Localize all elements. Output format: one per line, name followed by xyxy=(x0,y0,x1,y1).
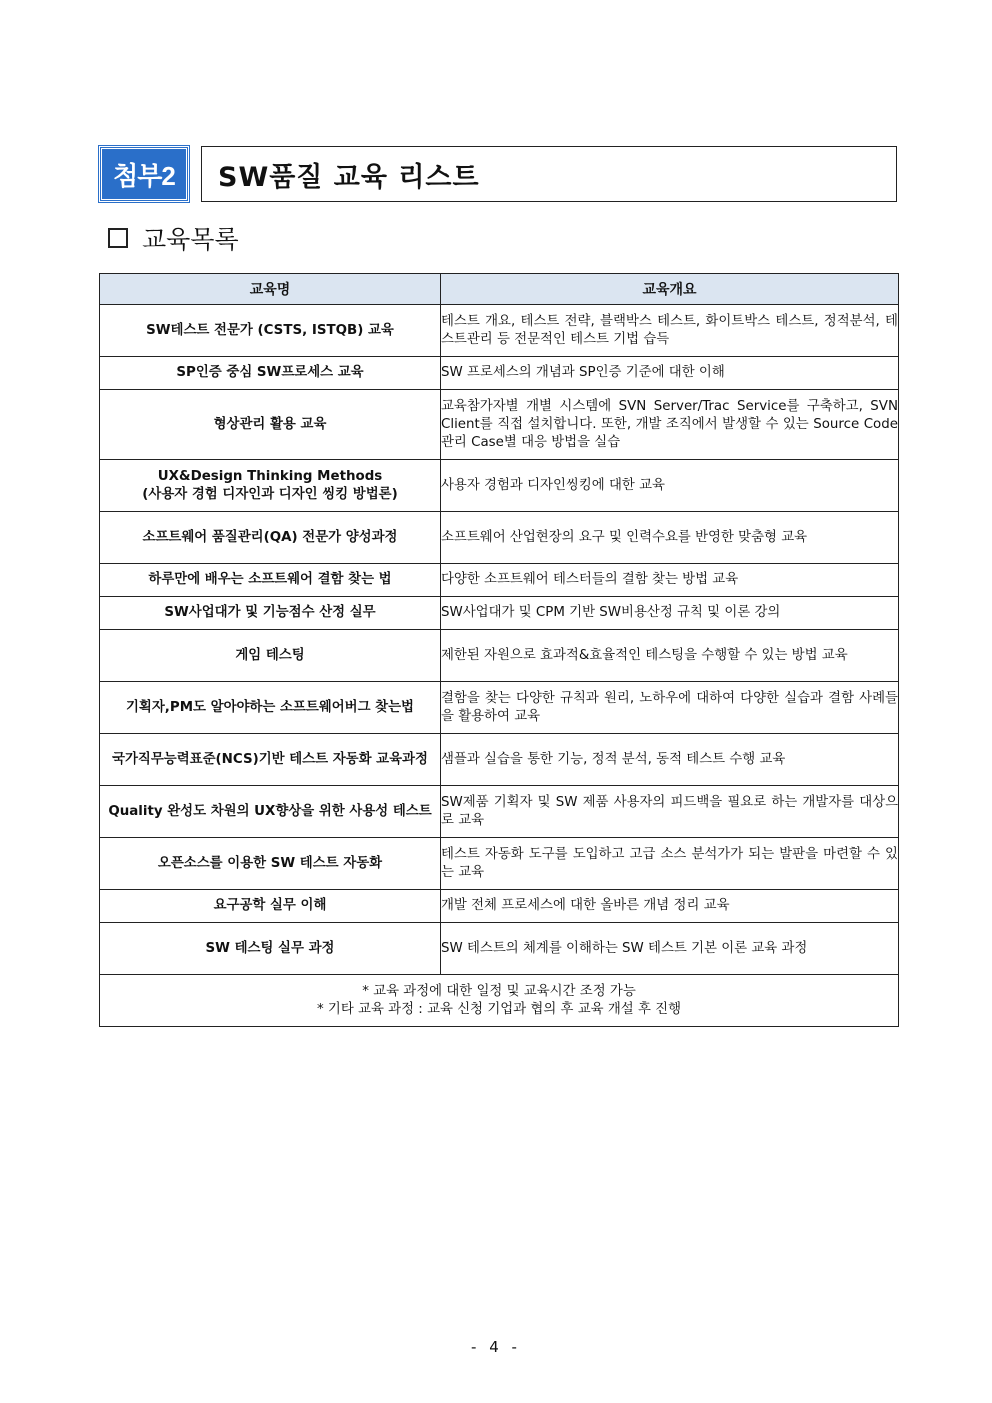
education-table xyxy=(99,273,899,1027)
footnote-line: * 기타 교육 과정 : 교육 신청 기업과 협의 후 교육 개설 후 진행 xyxy=(316,1001,682,1017)
attachment-title-bar xyxy=(99,146,897,202)
course-desc: 제한된 자원으로 효과적&효율적인 테스팅을 수행할 수 있는 방법 교육 xyxy=(441,630,899,682)
table-row xyxy=(100,630,899,682)
table-footnote xyxy=(100,975,899,1027)
course-desc: SW제품 기획자 및 SW 제품 사용자의 피드백을 필요로 하는 개발자를 대상으로 교육 xyxy=(441,786,899,838)
table-row xyxy=(100,460,899,512)
table-row xyxy=(100,357,899,390)
table-row xyxy=(100,512,899,564)
table-row xyxy=(100,890,899,923)
table-row xyxy=(100,564,899,597)
page-title: SW품질 교육 리스트 xyxy=(201,146,897,202)
course-name: SP인증 중심 SW프로세스 교육 xyxy=(100,357,441,390)
course-name: 하루만에 배우는 소프트웨어 결함 찾는 법 xyxy=(100,564,441,597)
column-header-name: 교육명 xyxy=(100,274,441,305)
table-row xyxy=(100,390,899,460)
table-row xyxy=(100,682,899,734)
course-desc: 사용자 경험과 디자인씽킹에 대한 교육 xyxy=(441,460,899,512)
table-row xyxy=(100,786,899,838)
attachment-badge: 첨부2 xyxy=(99,146,189,202)
course-name: 기획자,PM도 알아야하는 소프트웨어버그 찾는법 xyxy=(100,682,441,734)
course-desc: SW 프로세스의 개념과 SP인증 기준에 대한 이해 xyxy=(441,357,899,390)
course-desc: SW사업대가 및 CPM 기반 SW비용산정 규칙 및 이론 강의 xyxy=(441,597,899,630)
section-heading xyxy=(108,222,239,254)
course-desc: SW 테스트의 체계를 이해하는 SW 테스트 기본 이론 교육 과정 xyxy=(441,923,899,975)
course-name: SW 테스팅 실무 과정 xyxy=(100,923,441,975)
course-desc: 테스트 자동화 도구를 도입하고 고급 소스 분석가가 되는 발판을 마련할 수 있는 교육 xyxy=(441,838,899,890)
course-desc: 결함을 찾는 다양한 규칙과 원리, 노하우에 대하여 다양한 실습과 결함 사례들을 활용하여 교육 xyxy=(441,682,899,734)
course-desc: 다양한 소프트웨어 테스터들의 결함 찾는 방법 교육 xyxy=(441,564,899,597)
column-header-desc: 교육개요 xyxy=(441,274,899,305)
course-name: SW테스트 전문가 (CSTS, ISTQB) 교육 xyxy=(100,305,441,357)
table-row xyxy=(100,838,899,890)
course-desc: 소프트웨어 산업현장의 요구 및 인력수요를 반영한 맞춤형 교육 xyxy=(441,512,899,564)
course-name: 요구공학 실무 이해 xyxy=(100,890,441,923)
course-name: 형상관리 활용 교육 xyxy=(100,390,441,460)
table-row xyxy=(100,597,899,630)
course-desc: 개발 전체 프로세스에 대한 올바른 개념 정리 교육 xyxy=(441,890,899,923)
footnote-line: * 교육 과정에 대한 일정 및 교육시간 조정 가능 xyxy=(362,983,636,999)
course-name: 오픈소스를 이용한 SW 테스트 자동화 xyxy=(100,838,441,890)
table-header-row xyxy=(100,274,899,305)
course-name: 국가직무능력표준(NCS)기반 테스트 자동화 교육과정 xyxy=(100,734,441,786)
table-row xyxy=(100,923,899,975)
table-row xyxy=(100,305,899,357)
course-desc: 교육참가자별 개별 시스템에 SVN Server/Trac Service를 구축하고, SVN Client를 직접 설치합니다. 또한, 개발 조직에서 발생할 수 있는 Source Code 관리 Case별 대응 방법을 실습 xyxy=(441,390,899,460)
course-name: 게임 테스팅 xyxy=(100,630,441,682)
course-name: Quality 완성도 차원의 UX향상을 위한 사용성 테스트 xyxy=(100,786,441,838)
course-desc: 테스트 개요, 테스트 전략, 블랙박스 테스트, 화이트박스 테스트, 정적분석, 테스트관리 등 전문적인 테스트 기법 습득 xyxy=(441,305,899,357)
course-name: SW사업대가 및 기능점수 산정 실무 xyxy=(100,597,441,630)
course-name: UX&Design Thinking Methods (사용자 경험 디자인과 디자인 씽킹 방법론) xyxy=(100,460,441,512)
course-name: 소프트웨어 품질관리(QA) 전문가 양성과정 xyxy=(100,512,441,564)
table-footnote-row xyxy=(100,975,899,1027)
course-desc: 샘플과 실습을 통한 기능, 정적 분석, 동적 테스트 수행 교육 xyxy=(441,734,899,786)
checkbox-square-icon xyxy=(108,228,128,248)
section-title: 교육목록 xyxy=(142,225,239,254)
page-number: - 4 - xyxy=(471,1338,521,1356)
table-row xyxy=(100,734,899,786)
